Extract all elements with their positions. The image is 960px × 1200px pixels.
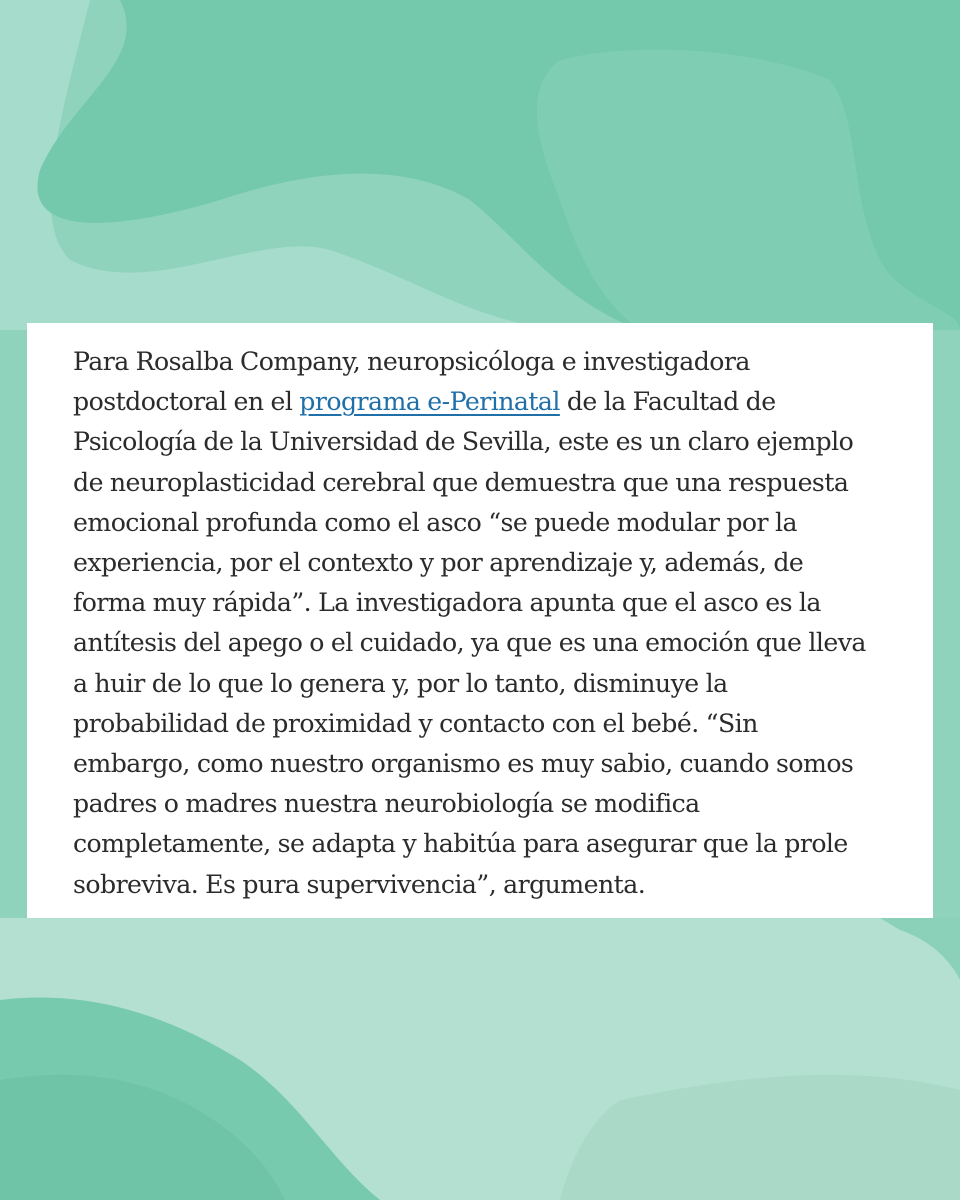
paragraph-line: antítesis del apego o el cuidado, ya que es una emoción que lleva bbox=[73, 628, 866, 658]
line-text-before-link: postdoctoral en el bbox=[73, 387, 300, 417]
paragraph-line: Psicología de la Universidad de Sevilla, este es un claro ejemplo bbox=[73, 427, 854, 457]
article-card bbox=[27, 323, 933, 918]
paragraph-line: probabilidad de proximidad y contacto con el bebé. “Sin bbox=[73, 708, 758, 738]
paragraph-line: a huir de lo que lo genera y, por lo tanto, disminuye la bbox=[73, 668, 728, 698]
paragraph-line: forma muy rápida”. La investigadora apunta que el asco es la bbox=[73, 588, 821, 618]
paragraph-line: de neuroplasticidad cerebral que demuestra que una respuesta bbox=[73, 467, 849, 497]
paragraph-line: padres o madres nuestra neurobiología se modifica bbox=[73, 789, 700, 819]
paragraph-line: Para Rosalba Company, neuropsicóloga e investigadora bbox=[73, 347, 750, 376]
paragraph-line: experiencia, por el contexto y por aprendizaje y, además, de bbox=[73, 548, 804, 578]
paragraph-line: emocional profunda como el asco “se puede modular por la bbox=[73, 507, 797, 537]
paragraph-line: sobreviva. Es pura supervivencia”, argumenta. bbox=[73, 869, 646, 899]
paragraph-line bbox=[73, 382, 893, 422]
paragraph-line: completamente, se adapta y habitúa para asegurar que la prole bbox=[73, 829, 848, 859]
line-text-after-link: de la Facultad de bbox=[559, 387, 776, 417]
paragraph-line: embargo, como nuestro organismo es muy sabio, cuando somos bbox=[73, 749, 854, 779]
article-paragraph bbox=[73, 342, 893, 905]
programa-e-perinatal-link[interactable]: programa e-Perinatal bbox=[299, 387, 560, 417]
